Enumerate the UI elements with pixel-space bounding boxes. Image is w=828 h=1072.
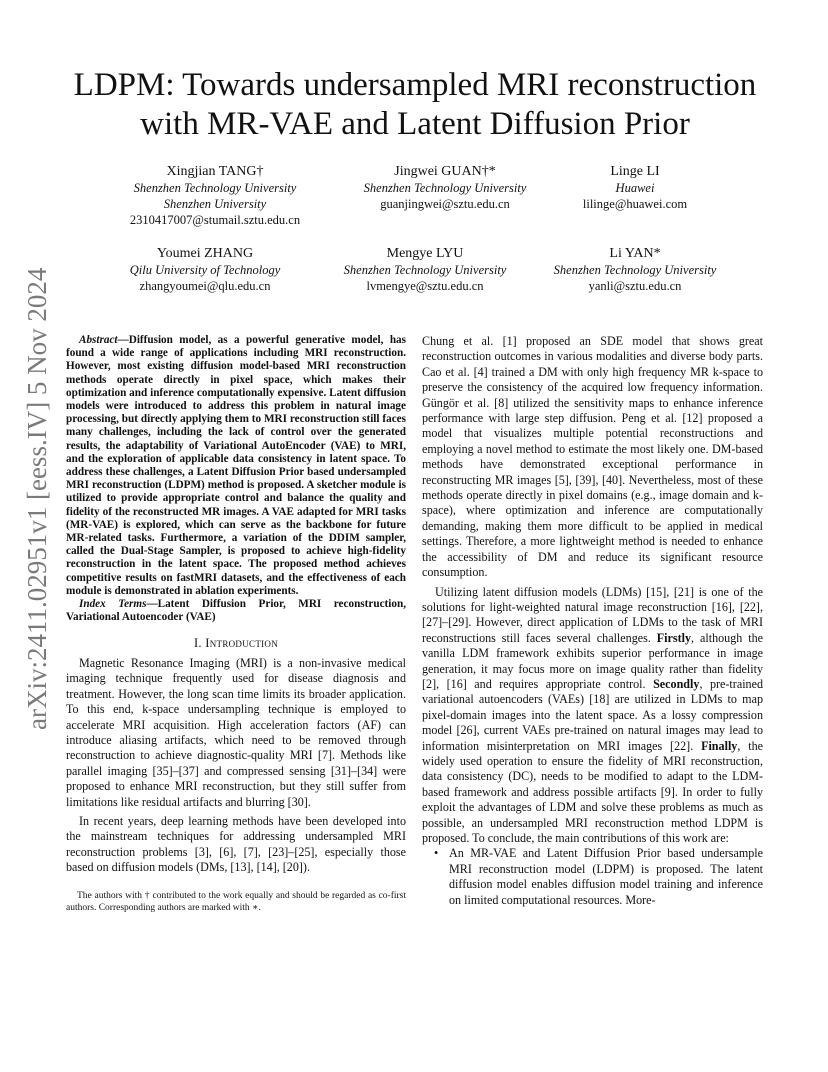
text-run: , pre-trained variational autoencoders (VAEs) [18] are utilized in LDMs to map pixel-domain images into the latent space. As a lossy compression model [26], current VAEs pre-trained on natural images may lead to information misinterpretation on MRI images [22]. xyxy=(422,676,764,753)
abstract-text: —Diffusion model, as a powerful generative model, has found a wide range of applications including MRI reconstruction. However, most existing diffusion model-based MRI reconstruction methods operate directly in pixel space, which makes their optimization and inference computationally expensive. Latent diffusion models were introduced to address this problem in natural image processing, but directly applying them to MRI reconstruction still faces many challenges, including the lack of control over the generated results, the adaptability of Variational AutoEncoder (VAE) to MRI, and the exploration of applicable data consistency in latent space. To address these challenges, a Latent Diffusion Prior based undersampled MRI reconstruction (LDPM) method is proposed. A sketcher module is utilized to provide appropriate control and balance the quality and fidelity of the reconstructed MR images. A VAE adapted for MRI tasks (MR-VAE) is explored, which can serve as the backbone for future MR-related tasks. Furthermore, a variation of the DDIM sampler, called the Dual-Stage Sampler, is proposed to achieve high-fidelity reconstruction in the latent space. The proposed method achieves competitive results on fastMRI datasets, and the effectiveness of each module is demonstrated in ablation experiments. xyxy=(66,334,406,597)
footnote: The authors with † contributed to the work equally and should be regarded as co-first authors. Corresponding authors are marked with ∗. xyxy=(66,890,406,913)
body-paragraph: Chung et al. [1] proposed an SDE model that shows great reconstruction outcomes in various modalities and diverse body parts. Cao et al. [4] trained a DM with only high frequency MR k-space to preserve the consistency of the acquired low frequency information. Güngör et al. [8] utilized the sensitivity maps to enhance inference performance with large step diffusion. Peng et al. [12] proposed a model that visualizes multiple potential reconstructions and employing a novel method to estimate the most likely one. DM-based methods have demonstrated exceptional performance in reconstructing MR images [5], [39], [40]. Nevertheless, most of these methods operate directly in pixel domains (e.g., image domain and k-space), where optimization and inference are computationally demanding, making them more difficult to be applied in medical settings. Therefore, a more lightweight method is needed to enhance the accessibility of DM and reduce its significant resource consumption. xyxy=(422,334,763,580)
index-terms-lead: Index Terms xyxy=(79,598,147,611)
body-paragraph: Magnetic Resonance Imaging (MRI) is a non-invasive medical imaging technique frequently used for disease diagnosis and treatment. However, the long scan time limits its broader application. To this end, k-space undersampling technique is employed to accelerate MRI acquisition. High acceleration factors (AF) can introduce aliasing artifacts, which need to be removed through reconstruction to achieve diagnostic-quality MRI [7]. Methods like parallel imaging [35]–[37] and compressed sensing [31]–[34] were proposed to enhance MRI reconstruction, but they still suffer from limitations like residual artifacts and blurring [30]. xyxy=(66,655,406,809)
author-block xyxy=(335,164,555,212)
author-name: Mengye LYU xyxy=(386,246,464,261)
author-email: guanjingwei@sztu.edu.cn xyxy=(380,197,510,211)
author-affiliation: Shenzhen Technology University xyxy=(553,263,717,277)
section-heading: I. Introduction xyxy=(193,636,279,651)
author-email: lvmengye@sztu.edu.cn xyxy=(366,279,484,293)
author-block xyxy=(540,164,730,212)
emphasis-firstly: Firstly xyxy=(656,630,692,645)
text-run: , although the vanilla LDM framework exhibits superior performance in image generation, it may focus more on image quality rather than fidelity [2], [16] and requires appropriate control. xyxy=(422,630,764,691)
author-affiliation: Huawei xyxy=(615,181,655,195)
author-block xyxy=(300,246,550,294)
abstract xyxy=(66,334,406,598)
index-terms xyxy=(66,598,406,624)
author-name: Xingjian TANG† xyxy=(166,164,264,179)
author-email: yanli@sztu.edu.cn xyxy=(588,279,682,293)
index-terms-text: —Latent Diffusion Prior, MRI reconstruction, Variational Autoencoder (VAE) xyxy=(66,598,406,624)
author-block xyxy=(105,164,325,228)
emphasis-secondly: Secondly xyxy=(653,676,700,691)
author-block xyxy=(95,246,315,294)
author-name: Youmei ZHANG xyxy=(156,246,254,261)
abstract-lead: Abstract xyxy=(79,334,118,346)
author-affiliation: Shenzhen Technology University xyxy=(343,263,507,277)
author-name: Jingwei GUAN†* xyxy=(394,164,496,179)
text-run: , the widely used operation to ensure the fidelity of MRI reconstruction, data consistency (DC), needs to be modified to adapt to the LDM-based framework and address possible artifacts [9]. In order to fully exploit the advantages of LDM and solve these problems as much as possible, an undersampled MRI reconstruction method LDPM is proposed. To conclude, the main contributions of this work are: xyxy=(422,738,763,845)
left-column xyxy=(66,334,406,914)
author-name: Li YAN* xyxy=(609,246,661,261)
author-name: Linge LI xyxy=(610,164,660,179)
contribution-text: An MR-VAE and Latent Diffusion Prior based undersample MRI reconstruction model (LDPM) is proposed. The latent diffusion model enables diffusion model training and inference on limited computational resources. More- xyxy=(449,846,763,907)
right-column xyxy=(422,334,763,908)
body-paragraph: In recent years, deep learning methods have been developed into the mainstream techniques for addressing undersampled MRI reconstruction problems [3], [6], [7], [23]–[25], especially those based on diffusion models (DMs, [13], [14], [20]). xyxy=(66,813,406,875)
author-affiliation: Qilu University of Technology xyxy=(129,263,281,277)
text-run: Utilizing latent diffusion models (LDMs) [15], [21] is one of the solutions for light-weighted natural image reconstruction [16], [22], [27]–[29]. However, direct application of LDMs to the task of MRI reconstructions still faces several challenges. xyxy=(422,584,763,645)
body-paragraph xyxy=(422,585,763,847)
author-email: zhangyoumei@qlu.edu.cn xyxy=(139,279,271,293)
author-block xyxy=(520,246,750,294)
arxiv-identifier: arXiv:2411.02951v1 [eess.IV] 5 Nov 2024 xyxy=(22,267,52,730)
author-affiliation: Shenzhen Technology University xyxy=(363,181,527,195)
paper-title: LDPM: Towards undersampled MRI reconstruction with MR-VAE and Latent Diffusion Prior xyxy=(73,67,757,142)
contribution-list-item xyxy=(422,846,763,908)
author-email: lilinge@huawei.com xyxy=(582,197,688,211)
emphasis-finally: Finally xyxy=(701,738,738,753)
author-email: 2310417007@stumail.sztu.edu.cn xyxy=(129,213,301,227)
author-affiliation: Shenzhen Technology University xyxy=(133,181,297,195)
bullet-icon: • xyxy=(434,846,439,861)
author-affiliation: Shenzhen University xyxy=(163,197,267,211)
